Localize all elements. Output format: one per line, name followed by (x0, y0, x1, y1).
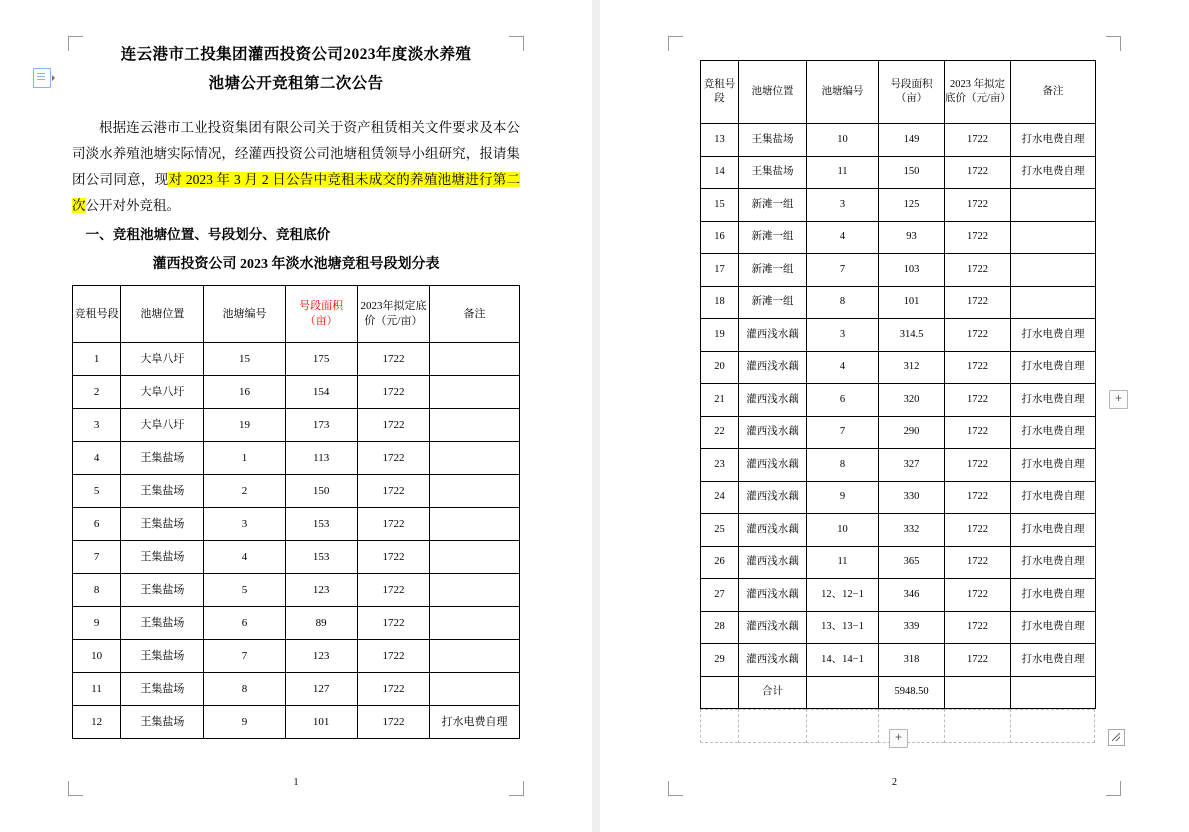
guide-cell (806, 709, 878, 743)
table-row (701, 514, 1096, 547)
intro-paragraph (72, 115, 520, 219)
cell-pond-location: 灌西浅水藕 (739, 384, 807, 417)
cell-pond-code: 7 (807, 254, 879, 287)
table-row (73, 706, 520, 739)
cell-remarks: 打水电费自理 (1011, 319, 1096, 352)
page-2-content (700, 60, 1095, 709)
cell-base-price: 1722 (945, 611, 1011, 644)
cell-pond-code: 14、14−1 (807, 644, 879, 677)
cell-remarks: 打水电费自理 (1011, 644, 1096, 677)
guide-cell (944, 709, 1010, 743)
cell-lot-area: 123 (285, 574, 357, 607)
cell-remarks (1011, 189, 1096, 222)
th-pond-location: 池塘位置 (739, 61, 807, 124)
cell-lot-area: 123 (285, 640, 357, 673)
cell-base-price: 1722 (357, 343, 429, 376)
cell-pond-location: 新滩一组 (739, 286, 807, 319)
cell-pond-code: 19 (204, 409, 285, 442)
cell-lot-number: 7 (73, 541, 121, 574)
cell-pond-location: 王集盐场 (121, 541, 204, 574)
cell-lot-area: 153 (285, 508, 357, 541)
cell-base-price: 1722 (357, 574, 429, 607)
cell-lot-number: 13 (701, 124, 739, 157)
table-row (73, 409, 520, 442)
intro-paragraph-part-2: 公开对外竞租。 (85, 198, 180, 213)
table-resize-handle[interactable] (1108, 729, 1125, 746)
cell-base-price: 1722 (357, 607, 429, 640)
table-row (701, 124, 1096, 157)
cell-remarks (1011, 221, 1096, 254)
cell-base-price: 1722 (945, 579, 1011, 612)
table-row (701, 481, 1096, 514)
cell-base-price: 1722 (945, 286, 1011, 319)
table-insert-guide (700, 709, 1120, 743)
cell-lot-area: 101 (285, 706, 357, 739)
cell-total-area: 5948.50 (879, 676, 945, 709)
th-pond-code: 池塘编号 (807, 61, 879, 124)
guide-cell (878, 709, 944, 743)
cell-lot-number: 12 (73, 706, 121, 739)
cell-pond-location: 灌西浅水藕 (739, 611, 807, 644)
cell-pond-location: 王集盐场 (121, 640, 204, 673)
cell-pond-location: 王集盐场 (121, 706, 204, 739)
cell-pond-location: 新滩一组 (739, 254, 807, 287)
cell-lot-area: 127 (285, 673, 357, 706)
cell-remarks (430, 541, 520, 574)
page-number-2: 2 (892, 777, 897, 788)
table-row (701, 416, 1096, 449)
cell-base-price: 1722 (945, 449, 1011, 482)
page-1-content (72, 40, 520, 739)
table-row (701, 579, 1096, 612)
cell-lot-area: 332 (879, 514, 945, 547)
crop-mark (668, 36, 683, 51)
cell-remarks: 打水电费自理 (1011, 449, 1096, 482)
table-row (73, 673, 520, 706)
table-row (701, 546, 1096, 579)
cell-pond-location: 灌西浅水藕 (739, 449, 807, 482)
cell-remarks (430, 343, 520, 376)
table-row (73, 376, 520, 409)
cell-lot-number: 26 (701, 546, 739, 579)
cell-pond-location: 灌西浅水藕 (739, 351, 807, 384)
cell-remarks: 打水电费自理 (1011, 384, 1096, 417)
cell-pond-location: 王集盐场 (121, 508, 204, 541)
cell-pond-location: 王集盐场 (121, 442, 204, 475)
cell-pond-code: 11 (807, 156, 879, 189)
table-row (701, 449, 1096, 482)
cell-lot-area: 290 (879, 416, 945, 449)
table-row (73, 442, 520, 475)
cell-pond-code: 11 (807, 546, 879, 579)
cell-lot-number: 18 (701, 286, 739, 319)
guide-cell (700, 709, 738, 743)
cell-pond-location: 大阜八圩 (121, 343, 204, 376)
cell-base-price: 1722 (357, 508, 429, 541)
cell-pond-code: 4 (807, 221, 879, 254)
cell-pond-code: 7 (204, 640, 285, 673)
cell-lot-number: 8 (73, 574, 121, 607)
cell-pond-code (807, 676, 879, 709)
cell-lot-area: 346 (879, 579, 945, 612)
table-row (701, 611, 1096, 644)
cell-lot-area: 113 (285, 442, 357, 475)
lot-table-page-2 (700, 60, 1096, 709)
cell-pond-code: 16 (204, 376, 285, 409)
cell-lot-number: 16 (701, 221, 739, 254)
table-row (73, 574, 520, 607)
cell-remarks: 打水电费自理 (1011, 124, 1096, 157)
cell-remarks (430, 607, 520, 640)
cell-base-price: 1722 (357, 409, 429, 442)
cell-lot-number: 10 (73, 640, 121, 673)
table-total-row (701, 676, 1096, 709)
table-header-row (701, 61, 1096, 124)
cell-pond-location: 王集盐场 (739, 124, 807, 157)
cell-remarks: 打水电费自理 (1011, 611, 1096, 644)
guide-cell (738, 709, 806, 743)
cell-lot-area: 173 (285, 409, 357, 442)
cell-base-price: 1722 (945, 124, 1011, 157)
cell-base-price: 1722 (357, 442, 429, 475)
lot-table-page-1 (72, 285, 520, 739)
cell-pond-location: 灌西浅水藕 (739, 514, 807, 547)
cell-remarks: 打水电费自理 (1011, 514, 1096, 547)
cell-lot-area: 150 (879, 156, 945, 189)
cell-lot-area: 153 (285, 541, 357, 574)
cell-lot-number: 9 (73, 607, 121, 640)
cell-base-price: 1722 (945, 644, 1011, 677)
cell-pond-code: 2 (204, 475, 285, 508)
th-lot-area: 号段面积（亩） (879, 61, 945, 124)
cell-lot-number: 29 (701, 644, 739, 677)
th-pond-location: 池塘位置 (121, 286, 204, 343)
document-page-2 (600, 0, 1189, 832)
th-base-price: 2023 年拟定底价（元/亩） (945, 61, 1011, 124)
cell-pond-code: 10 (807, 514, 879, 547)
cell-pond-code: 1 (204, 442, 285, 475)
cell-pond-location: 新滩一组 (739, 189, 807, 222)
cell-pond-code: 4 (204, 541, 285, 574)
cell-base-price: 1722 (945, 189, 1011, 222)
cell-pond-location: 王集盐场 (121, 475, 204, 508)
cell-lot-area: 154 (285, 376, 357, 409)
intro-paragraph-part-1: 根据连云港市工业投资集团有限公司关于资产租赁相关文件要求及本公司淡水养殖池塘实际情况，经灌西投资公司池塘租赁领导小组研究，报请集团公司同意，现 (72, 120, 520, 187)
cell-pond-code: 3 (204, 508, 285, 541)
cell-lot-number (701, 676, 739, 709)
page-number-1: 1 (293, 777, 299, 788)
cell-lot-number: 24 (701, 481, 739, 514)
cell-lot-area: 320 (879, 384, 945, 417)
cell-remarks (1011, 676, 1096, 709)
cell-base-price: 1722 (945, 481, 1011, 514)
table-row (701, 189, 1096, 222)
cell-remarks: 打水电费自理 (1011, 481, 1096, 514)
cell-pond-location: 新滩一组 (739, 221, 807, 254)
table-row (701, 644, 1096, 677)
cell-lot-number: 21 (701, 384, 739, 417)
cell-pond-code: 8 (204, 673, 285, 706)
cell-remarks: 打水电费自理 (1011, 579, 1096, 612)
cell-lot-number: 5 (73, 475, 121, 508)
cell-lot-area: 365 (879, 546, 945, 579)
section-heading: 一、竞租池塘位置、号段划分、竞租底价 (85, 227, 331, 242)
cell-remarks: 打水电费自理 (430, 706, 520, 739)
cell-pond-location: 王集盐场 (739, 156, 807, 189)
cell-lot-number: 2 (73, 376, 121, 409)
cell-remarks (430, 640, 520, 673)
page-title-line-2: 池塘公开竞租第二次公告 (208, 75, 384, 92)
table-caption: 灌西投资公司 2023 年淡水池塘竞租号段划分表 (152, 257, 440, 272)
cell-lot-number: 15 (701, 189, 739, 222)
cell-pond-location: 王集盐场 (121, 574, 204, 607)
cell-base-price: 1722 (945, 514, 1011, 547)
cell-remarks: 打水电费自理 (1011, 416, 1096, 449)
cell-base-price: 1722 (945, 254, 1011, 287)
cell-lot-number: 27 (701, 579, 739, 612)
table-row (73, 607, 520, 640)
table-row (701, 351, 1096, 384)
cell-lot-number: 4 (73, 442, 121, 475)
cell-base-price: 1722 (945, 156, 1011, 189)
add-column-button[interactable]: + (1109, 390, 1128, 409)
page-title-line-1: 连云港市工投集团灌西投资公司2023年度淡水养殖 (120, 46, 472, 63)
cell-pond-location: 大阜八圩 (121, 376, 204, 409)
cell-lot-area: 125 (879, 189, 945, 222)
th-remarks: 备注 (1011, 61, 1096, 124)
cell-base-price (945, 676, 1011, 709)
cell-lot-area: 93 (879, 221, 945, 254)
cell-remarks: 打水电费自理 (1011, 546, 1096, 579)
chevron-right-icon[interactable] (52, 75, 55, 81)
guide-cell (1010, 709, 1095, 743)
table-header-row (73, 286, 520, 343)
cell-base-price: 1722 (357, 706, 429, 739)
th-lot-number: 竞租号段 (73, 286, 121, 343)
cell-pond-code: 9 (807, 481, 879, 514)
table-row (701, 254, 1096, 287)
cell-pond-code: 9 (204, 706, 285, 739)
table-row (701, 384, 1096, 417)
document-page-1 (0, 0, 592, 832)
cell-base-price: 1722 (357, 376, 429, 409)
cell-lot-number: 23 (701, 449, 739, 482)
cell-remarks (430, 442, 520, 475)
table-row (701, 319, 1096, 352)
cell-base-price: 1722 (357, 541, 429, 574)
cell-pond-code: 8 (807, 449, 879, 482)
cell-pond-code: 7 (807, 416, 879, 449)
cell-pond-code: 6 (204, 607, 285, 640)
cell-remarks (430, 574, 520, 607)
cell-base-price: 1722 (357, 673, 429, 706)
table-row (701, 286, 1096, 319)
cell-remarks (430, 376, 520, 409)
table-row (73, 475, 520, 508)
cell-lot-area: 330 (879, 481, 945, 514)
table-row (73, 541, 520, 574)
cell-lot-area: 150 (285, 475, 357, 508)
cell-remarks (1011, 286, 1096, 319)
cell-lot-area: 318 (879, 644, 945, 677)
cell-lot-area: 101 (879, 286, 945, 319)
th-pond-code: 池塘编号 (204, 286, 285, 343)
cell-pond-code: 6 (807, 384, 879, 417)
document-icon (33, 68, 51, 88)
cell-lot-number: 20 (701, 351, 739, 384)
cell-remarks (430, 673, 520, 706)
cell-pond-location: 灌西浅水藕 (739, 416, 807, 449)
cell-lot-number: 3 (73, 409, 121, 442)
cell-lot-area: 339 (879, 611, 945, 644)
cell-remarks (1011, 254, 1096, 287)
cell-lot-number: 17 (701, 254, 739, 287)
th-base-price: 2023年拟定底价（元/亩） (357, 286, 429, 343)
cell-base-price: 1722 (945, 221, 1011, 254)
cell-base-price: 1722 (945, 351, 1011, 384)
cell-remarks (430, 409, 520, 442)
cell-lot-area: 312 (879, 351, 945, 384)
cell-remarks: 打水电费自理 (1011, 156, 1096, 189)
cell-remarks (430, 475, 520, 508)
cell-base-price: 1722 (945, 546, 1011, 579)
cell-pond-code: 4 (807, 351, 879, 384)
table-body-page-1 (73, 343, 520, 739)
cell-pond-location: 灌西浅水藕 (739, 319, 807, 352)
cell-lot-area: 327 (879, 449, 945, 482)
cell-total-label: 合计 (739, 676, 807, 709)
cell-pond-code: 13、13−1 (807, 611, 879, 644)
cell-pond-location: 大阜八圩 (121, 409, 204, 442)
cell-lot-number: 1 (73, 343, 121, 376)
cell-base-price: 1722 (357, 640, 429, 673)
cell-lot-area: 314.5 (879, 319, 945, 352)
th-remarks: 备注 (430, 286, 520, 343)
cell-lot-number: 6 (73, 508, 121, 541)
cell-pond-location: 王集盐场 (121, 673, 204, 706)
cell-lot-number: 22 (701, 416, 739, 449)
intro-paragraph-highlight: 对 2023 年 3 月 2 日公告中竞租未成交的养殖池塘进行第二次 (72, 172, 521, 213)
cell-lot-number: 25 (701, 514, 739, 547)
table-row (701, 156, 1096, 189)
add-row-button[interactable]: + (889, 729, 908, 748)
cell-pond-code: 3 (807, 189, 879, 222)
cell-base-price: 1722 (945, 384, 1011, 417)
cell-pond-location: 王集盐场 (121, 607, 204, 640)
cell-lot-number: 19 (701, 319, 739, 352)
cell-lot-number: 11 (73, 673, 121, 706)
table-row (73, 343, 520, 376)
cell-base-price: 1722 (945, 319, 1011, 352)
cell-lot-area: 89 (285, 607, 357, 640)
cell-pond-code: 10 (807, 124, 879, 157)
cell-remarks: 打水电费自理 (1011, 351, 1096, 384)
cell-lot-number: 28 (701, 611, 739, 644)
cell-pond-code: 5 (204, 574, 285, 607)
cell-pond-location: 灌西浅水藕 (739, 481, 807, 514)
table-body-page-2 (701, 124, 1096, 709)
crop-mark (1106, 36, 1121, 51)
cell-pond-code: 12、12−1 (807, 579, 879, 612)
cell-pond-location: 灌西浅水藕 (739, 546, 807, 579)
page-title (72, 40, 520, 98)
table-row (701, 221, 1096, 254)
cell-lot-area: 103 (879, 254, 945, 287)
cell-pond-location: 灌西浅水藕 (739, 579, 807, 612)
cell-base-price: 1722 (945, 416, 1011, 449)
table-row (73, 640, 520, 673)
table-row (73, 508, 520, 541)
cell-lot-number: 14 (701, 156, 739, 189)
cell-lot-area: 149 (879, 124, 945, 157)
cell-pond-location: 灌西浅水藕 (739, 644, 807, 677)
th-lot-area: 号段面积（亩） (285, 286, 357, 343)
cell-base-price: 1722 (357, 475, 429, 508)
cell-pond-code: 15 (204, 343, 285, 376)
cell-remarks (430, 508, 520, 541)
cell-pond-code: 8 (807, 286, 879, 319)
cell-pond-code: 3 (807, 319, 879, 352)
th-lot-number: 竞租号段 (701, 61, 739, 124)
cell-lot-area: 175 (285, 343, 357, 376)
